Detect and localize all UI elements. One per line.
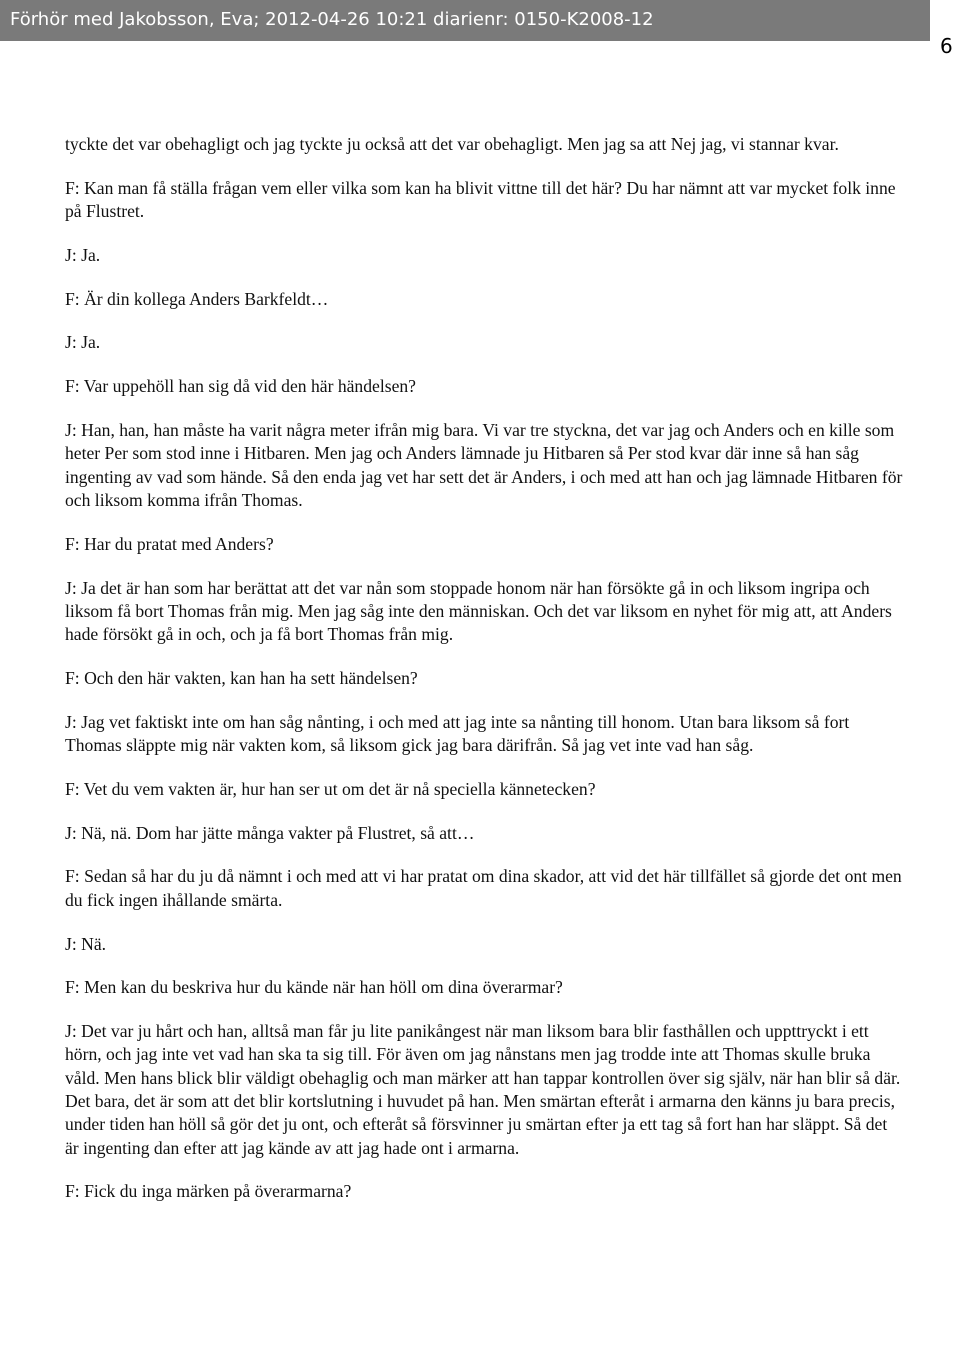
transcript-paragraph: F: Var uppehöll han sig då vid den här händelsen? [65, 376, 416, 397]
transcript-paragraph: F: Sedan så har du ju då nämnt i och med att vi har pratat om dina skador, att vid det här tillfället så gjorde det ont men du fick ingen ihållande smärta. [65, 866, 902, 910]
transcript-paragraph: J: Ja. [65, 332, 101, 353]
transcript-paragraph: J: Nä, nä. Dom har jätte många vakter på Flustret, så att… [65, 822, 475, 843]
transcript-paragraph: J: Jag vet faktiskt inte om han såg nånting, i och med att jag inte sa nånting till honom. Utan bara liksom så fort Thomas släppte mig när vakten kom, så liksom gick jag bara därifrån. Så jag vet inte vad han såg. [65, 711, 850, 756]
transcript-paragraph: F: Är din kollega Anders Barkfeldt… [65, 288, 329, 309]
page-number: 6 [940, 34, 953, 58]
transcript-paragraph: F: Och den här vakten, kan han ha sett händelsen? [65, 667, 418, 688]
transcript-paragraph: J: Det var ju hårt och han, alltså man får ju lite panikångest när man liksom bara blir fasthållen och uppttryckt i ett hörn, och jag inte vet vad han ska ta sig till. För även om jag nånstans men jag trodde inte att Thomas skulle bruka våld. Men hans blick blir väldigt obehaglig och man märker att han tappar kontrollen över sig själv, när han blir så där. Det bara, det är som att det blir kortslutning i huvudet på han. Men smärtan efteråt i armarna den känns ju bara precis, under tiden han höll så gör det ju ont, och efteråt så försvinner ju smärtan efter ja ett tag så fort han har släppt. Så det är ingenting dan efter att jag kände av att jag hade ont i armarna. [65, 1021, 901, 1158]
transcript-paragraph: F: Vet du vem vakten är, hur han ser ut om det är nå speciella kännetecken? [65, 778, 596, 799]
transcript-paragraph: F: Fick du inga märken på överarmarna? [65, 1181, 352, 1202]
transcript-paragraph: F: Kan man få ställa frågan vem eller vilka som kan ha blivit vittne till det här? Du har nämnt att var mycket folk inne på Flustret. [65, 177, 896, 222]
document-header-bar [0, 0, 930, 41]
transcript-paragraph: J: Nä. [65, 933, 107, 954]
document-header-title: Förhör med Jakobsson, Eva; 2012-04-26 10:21 diarienr: 0150-K2008-12 [10, 9, 654, 30]
transcript-paragraph: tyckte det var obehagligt och jag tyckte ju också att det var obehagligt. Men jag sa att Nej jag, vi stannar kvar. [65, 134, 839, 154]
transcript-paragraph: F: Men kan du beskriva hur du kände när han höll om dina överarmar? [65, 977, 563, 998]
transcript-body [65, 133, 905, 1224]
transcript-paragraph: J: Ja det är han som har berättat att det var nån som stoppade honom när han försökte gå in och liksom ingripa och liksom få bort Thomas från mig. Men jag såg inte den människan. Och det var liksom en nyhet för mig att, att Anders hade försökt gå in och, och ja få bort Thomas från mig. [65, 577, 892, 645]
transcript-paragraph: J: Ja. [65, 244, 101, 265]
transcript-paragraph: F: Har du pratat med Anders? [65, 533, 274, 554]
transcript-paragraph: J: Han, han, han måste ha varit några meter ifrån mig bara. Vi var tre styckna, det var jag och Anders och en kille som heter Per som stod inne i Hitbaren. Men jag och Anders lämnade ju Hitbaren så Per stod kvar där inne så han såg ingenting av vad som hände. Så den enda jag vet har sett det är Anders, i och med att han och jag lämnade Hitbaren för och liksom komma ifrån Thomas. [65, 420, 903, 510]
